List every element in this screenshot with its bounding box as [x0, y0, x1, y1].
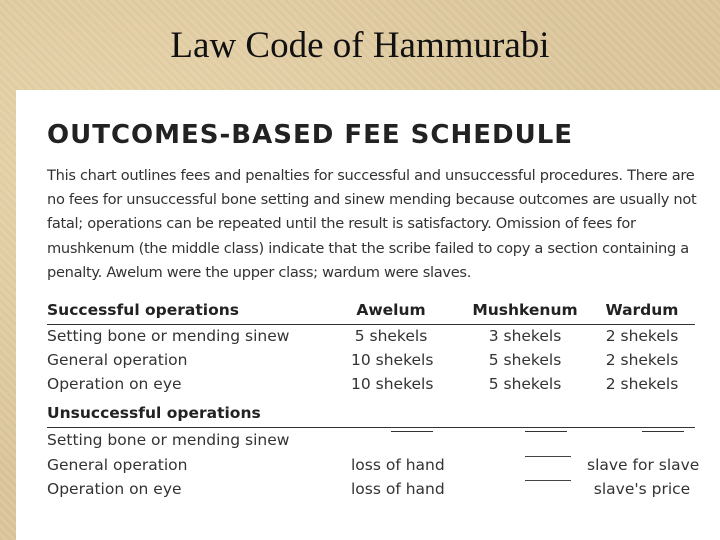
- fee-awelum: 10 shekels: [351, 375, 434, 393]
- slide-title: Law Code of Hammurabi: [170, 25, 550, 66]
- fee-wardum: 2 shekels: [605, 327, 679, 345]
- fee-wardum: 2 shekels: [605, 375, 679, 393]
- table-row: [47, 327, 695, 351]
- section-rule: [47, 427, 695, 428]
- header-rule: [47, 324, 695, 325]
- operation-name: Setting bone or mending sinew: [47, 327, 290, 345]
- operation-name: General operation: [47, 351, 188, 369]
- penalty-wardum: slave for slave: [587, 456, 700, 474]
- successful-section-label: Successful operations: [47, 301, 240, 319]
- successful-header-row: [47, 301, 695, 325]
- penalty-awelum: loss of hand: [351, 480, 445, 498]
- fee-awelum: 5 shekels: [354, 327, 428, 345]
- dash-mark: [525, 456, 571, 457]
- dash-mark: [642, 431, 684, 432]
- card-heading: OUTCOMES-BASED FEE SCHEDULE: [47, 120, 574, 150]
- unsuccessful-header-row: [47, 404, 695, 428]
- table-row: [47, 351, 695, 375]
- penalty-wardum: slave's price: [593, 480, 691, 498]
- table-row: [47, 431, 695, 455]
- operation-name: Setting bone or mending sinew: [47, 431, 290, 449]
- fee-mushkenum: 5 shekels: [488, 375, 562, 393]
- penalty-awelum: loss of hand: [351, 456, 445, 474]
- fee-mushkenum: 3 shekels: [488, 327, 562, 345]
- intro-paragraph: This chart outlines fees and penalties for successful and unsuccessful procedures. There are no fees for unsuccessful bone setting and sinew mending because outcomes are usually not fatal; operations can be repeated until the result is satisfactory. Omission of fees for mushkenum (the middle class) indicate that the scribe failed to copy a section containing a penalty. Awelum were the upper class; wardum were slaves.: [47, 167, 697, 281]
- fee-awelum: 10 shekels: [351, 351, 434, 369]
- column-header-wardum: Wardum: [605, 301, 679, 319]
- unsuccessful-section-label: Unsuccessful operations: [47, 404, 261, 422]
- operation-name: Operation on eye: [47, 480, 182, 498]
- table-row: [47, 456, 700, 480]
- dash-mark: [525, 480, 571, 481]
- table-row: [47, 375, 695, 399]
- operation-name: General operation: [47, 456, 188, 474]
- dash-mark: [525, 431, 567, 432]
- fee-mushkenum: 5 shekels: [488, 351, 562, 369]
- fee-schedule-card: [16, 90, 720, 540]
- dash-mark: [391, 431, 433, 432]
- column-header-mushkenum: Mushkenum: [472, 301, 578, 319]
- table-row: [47, 480, 695, 504]
- operation-name: Operation on eye: [47, 375, 182, 393]
- fee-wardum: 2 shekels: [605, 351, 679, 369]
- column-header-awelum: Awelum: [356, 301, 426, 319]
